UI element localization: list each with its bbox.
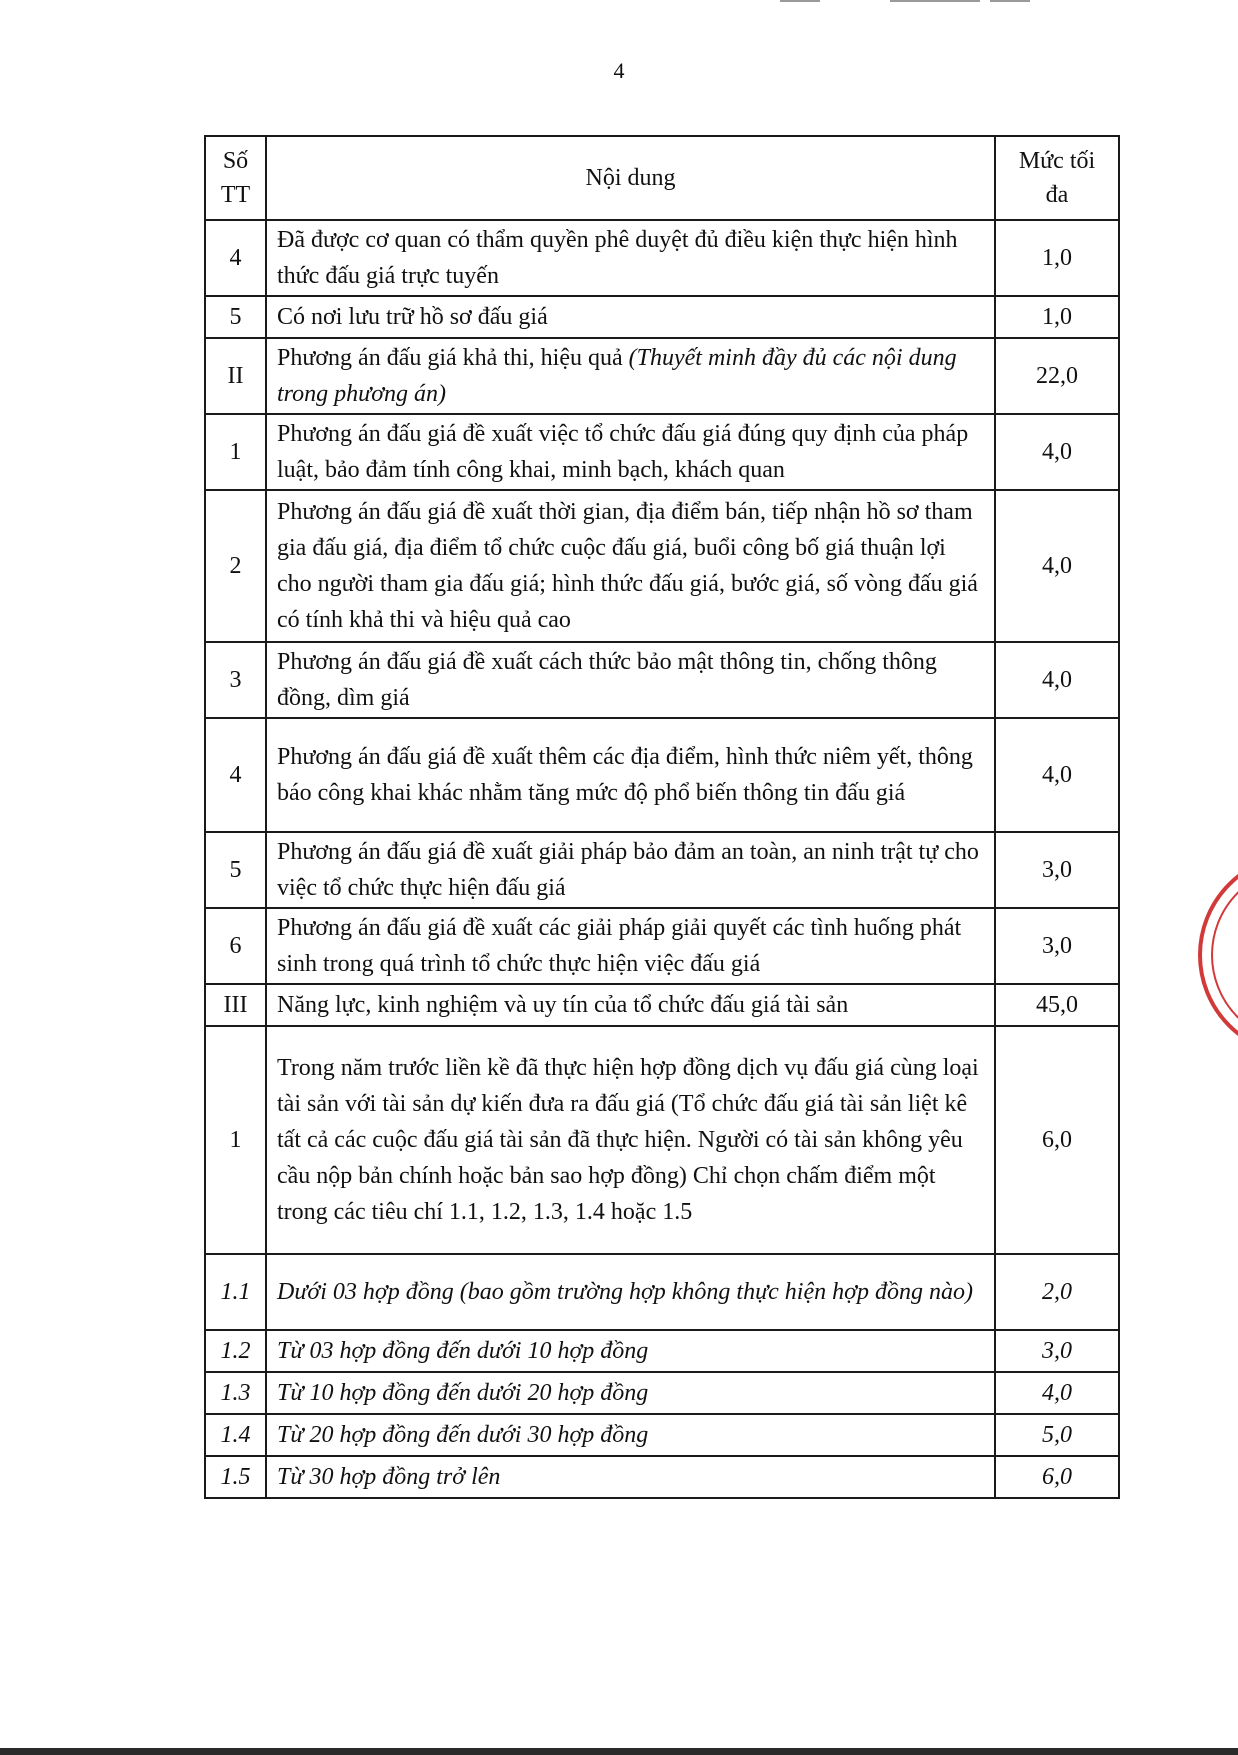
row-content <box>266 1330 995 1372</box>
row-max-score: 4,0 <box>995 642 1119 718</box>
table-body <box>205 220 1119 1498</box>
row-number: 4 <box>205 718 266 832</box>
scan-bottom-edge <box>0 1748 1238 1755</box>
row-max-score: 45,0 <box>995 984 1119 1026</box>
row-content-text: Trong năm trước liền kề đã thực hiện hợp đồng dịch vụ đấu giá cùng loại tài sản với tài sản dự kiến đưa ra đấu giá (Tổ chức đấu giá tài sản liệt kê tất cả các cuộc đấu giá tài sản đã thực hiện. Người có tài sản không yêu cầu nộp bản chính hoặc bản sao hợp đồng) Chỉ chọn chấm điểm một trong các tiêu chí 1.1, 1.2, 1.3, 1.4 hoặc 1.5 <box>277 1055 979 1225</box>
row-number: 2 <box>205 490 266 642</box>
table-row <box>205 832 1119 908</box>
row-number: 1.5 <box>205 1456 266 1498</box>
row-max-score: 6,0 <box>995 1456 1119 1498</box>
row-max-score: 6,0 <box>995 1026 1119 1254</box>
header-no: Số TT <box>205 136 266 220</box>
row-number: III <box>205 984 266 1026</box>
table-row <box>205 908 1119 984</box>
row-number: 1.4 <box>205 1414 266 1456</box>
row-content <box>266 984 995 1026</box>
row-content-text: Dưới 03 hợp đồng (bao gồm trường hợp không thực hiện hợp đồng nào) <box>277 1279 973 1305</box>
scan-top-marks <box>760 0 1060 3</box>
row-content <box>266 1456 995 1498</box>
row-content-text: Từ 20 hợp đồng đến dưới 30 hợp đồng <box>277 1422 649 1448</box>
row-number: 1.2 <box>205 1330 266 1372</box>
row-content <box>266 1414 995 1456</box>
row-content <box>266 1026 995 1254</box>
row-content-text: Từ 30 hợp đồng trở lên <box>277 1464 501 1490</box>
row-number: 4 <box>205 220 266 296</box>
row-max-score: 2,0 <box>995 1254 1119 1330</box>
row-number: 1 <box>205 1026 266 1254</box>
row-max-score: 1,0 <box>995 296 1119 338</box>
row-number: II <box>205 338 266 414</box>
row-max-score: 1,0 <box>995 220 1119 296</box>
row-number: 5 <box>205 832 266 908</box>
row-content-text: Phương án đấu giá đề xuất các giải pháp giải quyết các tình huống phát sinh trong quá trình tổ chức thực hiện việc đấu giá <box>277 915 962 977</box>
row-content-text: Phương án đấu giá đề xuất thêm các địa điểm, hình thức niêm yết, thông báo công khai khác nhằm tăng mức độ phổ biến thông tin đấu giá <box>277 744 973 806</box>
row-content <box>266 908 995 984</box>
row-number: 1 <box>205 414 266 490</box>
row-content <box>266 832 995 908</box>
row-content <box>266 220 995 296</box>
row-content <box>266 718 995 832</box>
row-content-text: Đã được cơ quan có thẩm quyền phê duyệt đủ điều kiện thực hiện hình thức đấu giá trực tuyến <box>277 227 958 289</box>
criteria-table <box>204 135 1120 1499</box>
row-content-text: Năng lực, kinh nghiệm và uy tín của tổ chức đấu giá tài sản <box>277 992 849 1018</box>
table-row <box>205 338 1119 414</box>
table-row <box>205 296 1119 338</box>
row-max-score: 4,0 <box>995 414 1119 490</box>
row-content <box>266 414 995 490</box>
row-content-note: (Thuyết minh đầy đủ các nội dung trong phương án) <box>277 345 957 407</box>
table-row <box>205 1026 1119 1254</box>
row-content <box>266 338 995 414</box>
row-number: 1.1 <box>205 1254 266 1330</box>
row-number: 1.3 <box>205 1372 266 1414</box>
row-content <box>266 1254 995 1330</box>
row-max-score: 5,0 <box>995 1414 1119 1456</box>
table-row <box>205 220 1119 296</box>
row-max-score: 3,0 <box>995 908 1119 984</box>
row-max-score: 4,0 <box>995 1372 1119 1414</box>
row-content-text: Phương án đấu giá khả thi, hiệu quả <box>277 345 629 371</box>
row-content-text: Phương án đấu giá đề xuất việc tổ chức đấu giá đúng quy định của pháp luật, bảo đảm tính công khai, minh bạch, khách quan <box>277 421 969 483</box>
row-max-score: 22,0 <box>995 338 1119 414</box>
table-row <box>205 1414 1119 1456</box>
table-row <box>205 1254 1119 1330</box>
header-content: Nội dung <box>266 136 995 220</box>
table-row <box>205 642 1119 718</box>
table-row <box>205 718 1119 832</box>
table-row <box>205 490 1119 642</box>
row-number: 5 <box>205 296 266 338</box>
row-content-text: Phương án đấu giá đề xuất giải pháp bảo đảm an toàn, an ninh trật tự cho việc tổ chức thực hiện đấu giá <box>277 839 979 901</box>
table-row <box>205 984 1119 1026</box>
row-content-text: Phương án đấu giá đề xuất thời gian, địa điểm bán, tiếp nhận hồ sơ tham gia đấu giá, địa điểm tổ chức cuộc đấu giá, buổi công bố giá thuận lợi cho người tham gia đấu giá; hình thức đấu giá, bước giá, số vòng đấu giá có tính khả thi và hiệu quả cao <box>277 499 978 633</box>
row-content-text: Phương án đấu giá đề xuất cách thức bảo mật thông tin, chống thông đồng, dìm giá <box>277 649 937 711</box>
row-number: 3 <box>205 642 266 718</box>
row-max-score: 4,0 <box>995 490 1119 642</box>
row-content <box>266 490 995 642</box>
row-content <box>266 642 995 718</box>
row-max-score: 3,0 <box>995 1330 1119 1372</box>
row-content-text: Từ 10 hợp đồng đến dưới 20 hợp đồng <box>277 1380 649 1406</box>
table-header-row <box>205 136 1119 220</box>
row-max-score: 3,0 <box>995 832 1119 908</box>
page-number: 4 <box>613 58 625 83</box>
row-max-score: 4,0 <box>995 718 1119 832</box>
row-content <box>266 296 995 338</box>
red-stamp <box>1190 840 1238 1070</box>
row-content-text: Từ 03 hợp đồng đến dưới 10 hợp đồng <box>277 1338 649 1364</box>
table-row <box>205 414 1119 490</box>
table-row <box>205 1372 1119 1414</box>
table-row <box>205 1456 1119 1498</box>
header-max: Mức tối đa <box>995 136 1119 220</box>
table-row <box>205 1330 1119 1372</box>
row-content-text: Có nơi lưu trữ hồ sơ đấu giá <box>277 304 548 330</box>
row-number: 6 <box>205 908 266 984</box>
row-content <box>266 1372 995 1414</box>
